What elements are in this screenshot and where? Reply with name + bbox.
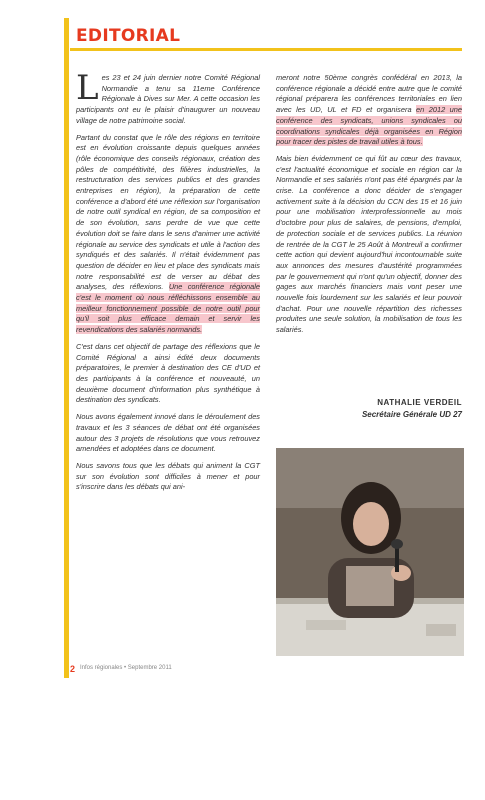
column-right: [276, 73, 462, 342]
drop-cap: L: [76, 68, 99, 108]
intro-text: es 23 et 24 juin dernier notre Comité Régional Normandie a tenu sa 11eme Conférence Régionale à Dives sur Mer. A cette occasion les participants ont eu le plaisir d'inaugurer un nouveau village de notre patrimoine social.: [76, 73, 260, 125]
paragraph-intro: [76, 68, 260, 127]
page-title: EDITORIAL: [76, 26, 181, 46]
paragraph-6: [276, 73, 462, 148]
paragraph-2-text: Partant du constat que le rôle des régions en territoire est en évolution croissante depuis quelques années (rôle économique des conseils régionaux, création des pôles de compétitivité, des filières industrielles, la restructuration des services publics et des grandes entreprises en région), la préparation de cette conférence a d'abord été une réflexion sur l'organisation de notre outil syndical en région, de sa composition et de son évolution, sans perdre de vue que cette évolution doit se faire dans le sens d'animer une activité régionale au service des syndicats et utile à l'action des syndiqués et des salariés. Il n'était évidemment pas question de décider en lieu et place des syndicats mais notre responsabilité est de verser au débat des analyses, des réflexions.: [76, 132, 260, 292]
highlighted-text: en 2012 une conférence des syndicats, unions syndicales ou coordinations syndicales déjà organisées en Région pour tracer des pistes de travail utiles à tous.: [276, 105, 462, 147]
author-role: Secrétaire Générale UD 27: [361, 410, 462, 419]
page-number: 2: [70, 664, 76, 674]
magazine-page: [64, 18, 468, 678]
footer: [70, 664, 462, 676]
paragraph-2: [76, 133, 260, 336]
paragraph-5: Nous savons tous que les débats qui animent la CGT sur son évolution sont difficiles à mener et pour s'inscrire dans les débats qui ani-: [76, 460, 260, 492]
footer-text: Infos régionales • Septembre 2011: [80, 665, 172, 671]
paragraph-6-text: meront notre 50ème congrès confédéral en 2013, la conférence régionale a décidé entre autre que le comité régional préparera les conférences territoriales en lien avec les UD, UL et FD et organisera: [276, 73, 462, 115]
speaker-photo: [276, 448, 464, 656]
author-name: NATHALIE VERDEIL: [377, 398, 462, 407]
column-left: [76, 68, 260, 499]
header: [70, 26, 462, 51]
speaker-photo-image: [276, 448, 464, 656]
paragraph-3: C'est dans cet objectif de partage des réflexions que le Comité Régional a ainsi édité deux documents préparatoires, le premier à destination des CE d'UD et des participants à la conférence et nouveauté, un deuxième document d'information plus synthétique à destination des syndicats.: [76, 341, 260, 405]
signature: [276, 398, 462, 419]
highlighted-text: Une conférence régionale c'est le moment où nous réfléchissons ensemble au meilleur fonctionnement possible de notre outil pour qu'il soit plus efficace demain et servir les revendications des salariés normands.: [76, 282, 260, 335]
paragraph-4: Nous avons également innové dans le déroulement des travaux et les 3 séances de débat ont été organisées autour des 3 projets de résolutions que vous retrouvez amendées et adoptées dans ce document.: [76, 412, 260, 454]
paragraph-7: Mais bien évidemment ce qui fût au cœur des travaux, c'est l'actualité économique et sociale en région car la Normandie et ses salariés n'ont pas été épargnés par la crise. La conférence a donc décider de s'engager activement suite à la décision du CCN des 15 et 16 juin pour une mobilisation interprofessionnelle au mois d'octobre pour plus de salaires, de pensions, d'emploi, de protection sociale et de services publics. La réunion de rentrée de la CGT le 25 Août à Montreuil a confirmer cette action qui devient aujourd'hui incontournable suite aux annonces des mesures d'austérité programmées par le gouvernement qui n'ont qu'un objectif, donner des gages aux marchés financiers mais vont peser une nouvelle fois lourdement sur les salariés et leur pouvoir d'achat. Pour une nouvelle répartition des richesses produites une seule solution, la mobilisation de tous les salariés.: [276, 153, 462, 335]
accent-bar: [64, 18, 69, 678]
